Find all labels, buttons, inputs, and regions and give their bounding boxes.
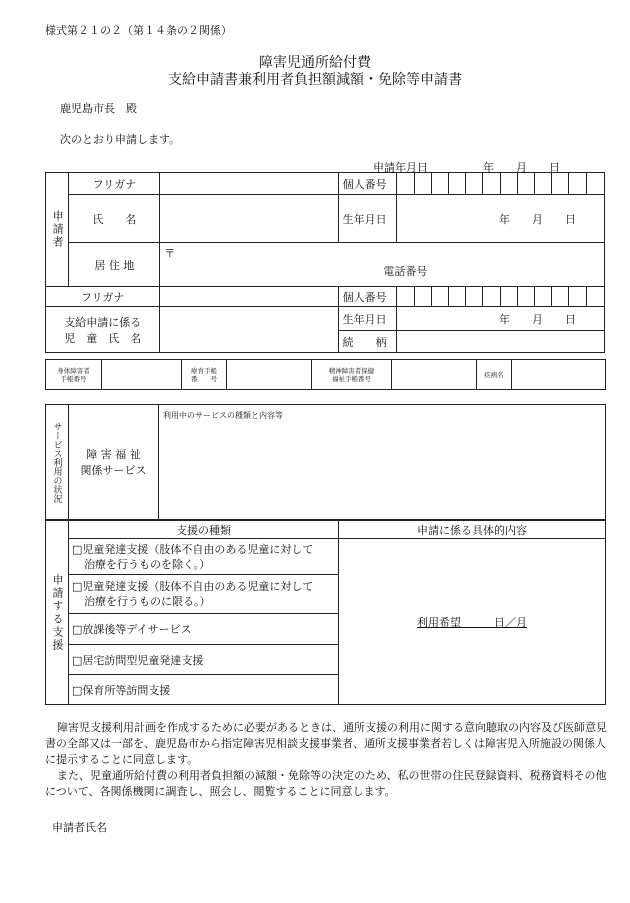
physical-handbook-field[interactable] <box>102 360 182 390</box>
child-mynumber-digit[interactable] <box>517 287 534 307</box>
form-title-line2: 支給申請書兼利用者負担額減額・免除等申請書 <box>168 72 462 88</box>
support-option-1-line1: □児童発達支援（肢体不自由のある児童に対して <box>72 542 314 556</box>
ryoiku-handbook-label-2: 番 号 <box>191 374 217 383</box>
support-type-header: 支援の種類 <box>69 521 339 539</box>
child-birth-label: 生年月日 <box>338 307 397 331</box>
applicant-birth-label: 生年月日 <box>338 195 397 243</box>
child-mynumber-label: 個人番号 <box>338 287 397 307</box>
child-name-label-line1: 支給申請に係る <box>64 315 142 329</box>
child-mynumber-digit[interactable] <box>466 287 483 307</box>
child-furigana-field[interactable] <box>160 287 338 307</box>
applicant-table <box>45 172 605 353</box>
ryoiku-handbook-label-1: 療育手帳 <box>191 366 217 375</box>
applicant-furigana-label: フリガナ <box>69 173 160 195</box>
disease-field[interactable] <box>512 360 606 390</box>
applicant-mynumber-digit[interactable] <box>569 173 586 195</box>
support-detail-field[interactable] <box>339 539 606 705</box>
applicant-mynumber-digit[interactable] <box>500 173 517 195</box>
service-usage-note: 利用中のサービスの種類と内容等 <box>163 411 283 420</box>
child-mynumber-digit[interactable] <box>483 287 500 307</box>
child-relation-label: 続 柄 <box>338 331 397 353</box>
applicant-mynumber-label: 個人番号 <box>338 173 397 195</box>
child-mynumber-digit[interactable] <box>448 287 465 307</box>
child-furigana-label: フリガナ <box>46 287 160 307</box>
disease-label: 疾病名 <box>477 360 512 390</box>
applicant-mynumber-digit[interactable] <box>414 173 431 195</box>
applicant-mynumber-digit[interactable] <box>552 173 569 195</box>
ryoiku-handbook-field[interactable] <box>227 360 312 390</box>
mental-handbook-label-2: 福祉手帳番号 <box>332 374 371 383</box>
addressee: 鹿児島市長 殿 <box>60 102 137 115</box>
support-option-3[interactable]: □放課後等デイサービス <box>69 614 339 645</box>
child-mynumber-digit[interactable] <box>397 287 414 307</box>
applicant-mynumber-digit[interactable] <box>586 173 604 195</box>
applicant-mynumber-digit[interactable] <box>535 173 552 195</box>
mental-handbook-label <box>312 360 392 390</box>
child-mynumber-digit[interactable] <box>535 287 552 307</box>
child-name-label-line2: 児 童 氏 名 <box>64 331 142 345</box>
service-usage-field[interactable] <box>159 405 606 520</box>
service-usage-label-2: 関係サービス <box>80 464 147 477</box>
postal-mark: 〒 <box>164 247 176 260</box>
applicant-name-label: 氏 名 <box>69 195 160 243</box>
support-option-1-line2: 治療を行うものを除く。） <box>84 557 211 571</box>
physical-handbook-label-1: 身体障害者 <box>57 366 90 375</box>
child-birth-field[interactable]: 年 月 日 <box>397 307 605 331</box>
consent-paragraph-1: 障害児支援利用計画を作成するために必要があるときは、通所支援の利用に関する意向聴取の内容及び医師意見書の全部又は一部を、鹿児島市から指定障害児相談支援事業者、通所支援事業者若しくは障害児入所施設の関係人に提示することに同意します。 <box>45 721 607 766</box>
child-mynumber-digit[interactable] <box>586 287 604 307</box>
applicant-address-label: 居 住 地 <box>69 243 160 287</box>
applicant-mynumber-digit[interactable] <box>483 173 500 195</box>
service-usage-table <box>45 404 606 520</box>
support-table <box>45 520 606 705</box>
application-date: 申請年月日 年 月 日 <box>373 161 560 174</box>
service-usage-label-1: 障 害 福 祉 <box>86 448 141 461</box>
child-mynumber-digit[interactable] <box>431 287 448 307</box>
support-option-5[interactable]: □保育所等訪問支援 <box>69 675 339 705</box>
mental-handbook-field[interactable] <box>392 360 477 390</box>
consent-paragraph-2: また、児童通所給付費の利用者負担額の減額・免除等の決定のため、私の世帯の住民登録資料、税務資料その他について、各関係機関に調査し、照会し、閲覧することに同意します。 <box>45 769 607 798</box>
applicant-furigana-field[interactable] <box>160 173 338 195</box>
usage-hope: 利用希望 日／月 <box>417 615 527 629</box>
service-usage-label <box>69 405 159 520</box>
support-option-1[interactable] <box>69 539 339 575</box>
applicant-name-field[interactable] <box>160 195 338 243</box>
child-mynumber-digit[interactable] <box>569 287 586 307</box>
support-group-label: 申請する支援 <box>46 521 69 705</box>
applicant-group-label: 申請者 <box>46 173 69 287</box>
mental-handbook-label-1: 精神障害者保健 <box>328 366 375 375</box>
support-option-2-line2: 治療を行うものに限る。） <box>84 595 211 608</box>
support-option-4[interactable]: □居宅訪問型児童発達支援 <box>69 645 339 675</box>
applicant-address-field[interactable] <box>160 243 605 287</box>
physical-handbook-label-2: 手帳番号 <box>60 374 87 383</box>
intro-text: 次のとおり申請します。 <box>60 133 181 146</box>
applicant-birth-field[interactable]: 年 月 日 <box>397 195 605 243</box>
support-option-2[interactable] <box>69 575 339 614</box>
phone-label: 電話番号 <box>383 265 428 278</box>
child-mynumber-digit[interactable] <box>414 287 431 307</box>
child-name-label <box>46 307 160 353</box>
applicant-mynumber-digit[interactable] <box>466 173 483 195</box>
child-mynumber-digit[interactable] <box>552 287 569 307</box>
physical-handbook-label <box>46 360 102 390</box>
child-relation-field[interactable] <box>397 331 605 353</box>
signature-label: 申請者氏名 <box>52 821 107 834</box>
support-detail-header: 申請に係る具体的内容 <box>339 521 606 539</box>
child-name-field[interactable] <box>160 307 338 353</box>
handbook-table <box>45 359 606 390</box>
ryoiku-handbook-label <box>182 360 227 390</box>
applicant-mynumber-digit[interactable] <box>431 173 448 195</box>
applicant-mynumber-digit[interactable] <box>397 173 414 195</box>
support-option-2-line1: □児童発達支援（肢体不自由のある児童に対して <box>72 580 314 593</box>
child-mynumber-digit[interactable] <box>500 287 517 307</box>
form-title-line1: 障害児通所給付費 <box>259 55 371 71</box>
form-number: 様式第２１の２（第１４条の２関係） <box>45 24 232 37</box>
applicant-mynumber-digit[interactable] <box>517 173 534 195</box>
applicant-mynumber-digit[interactable] <box>448 173 465 195</box>
service-usage-group-label: サービス利用の状況 <box>46 405 69 520</box>
